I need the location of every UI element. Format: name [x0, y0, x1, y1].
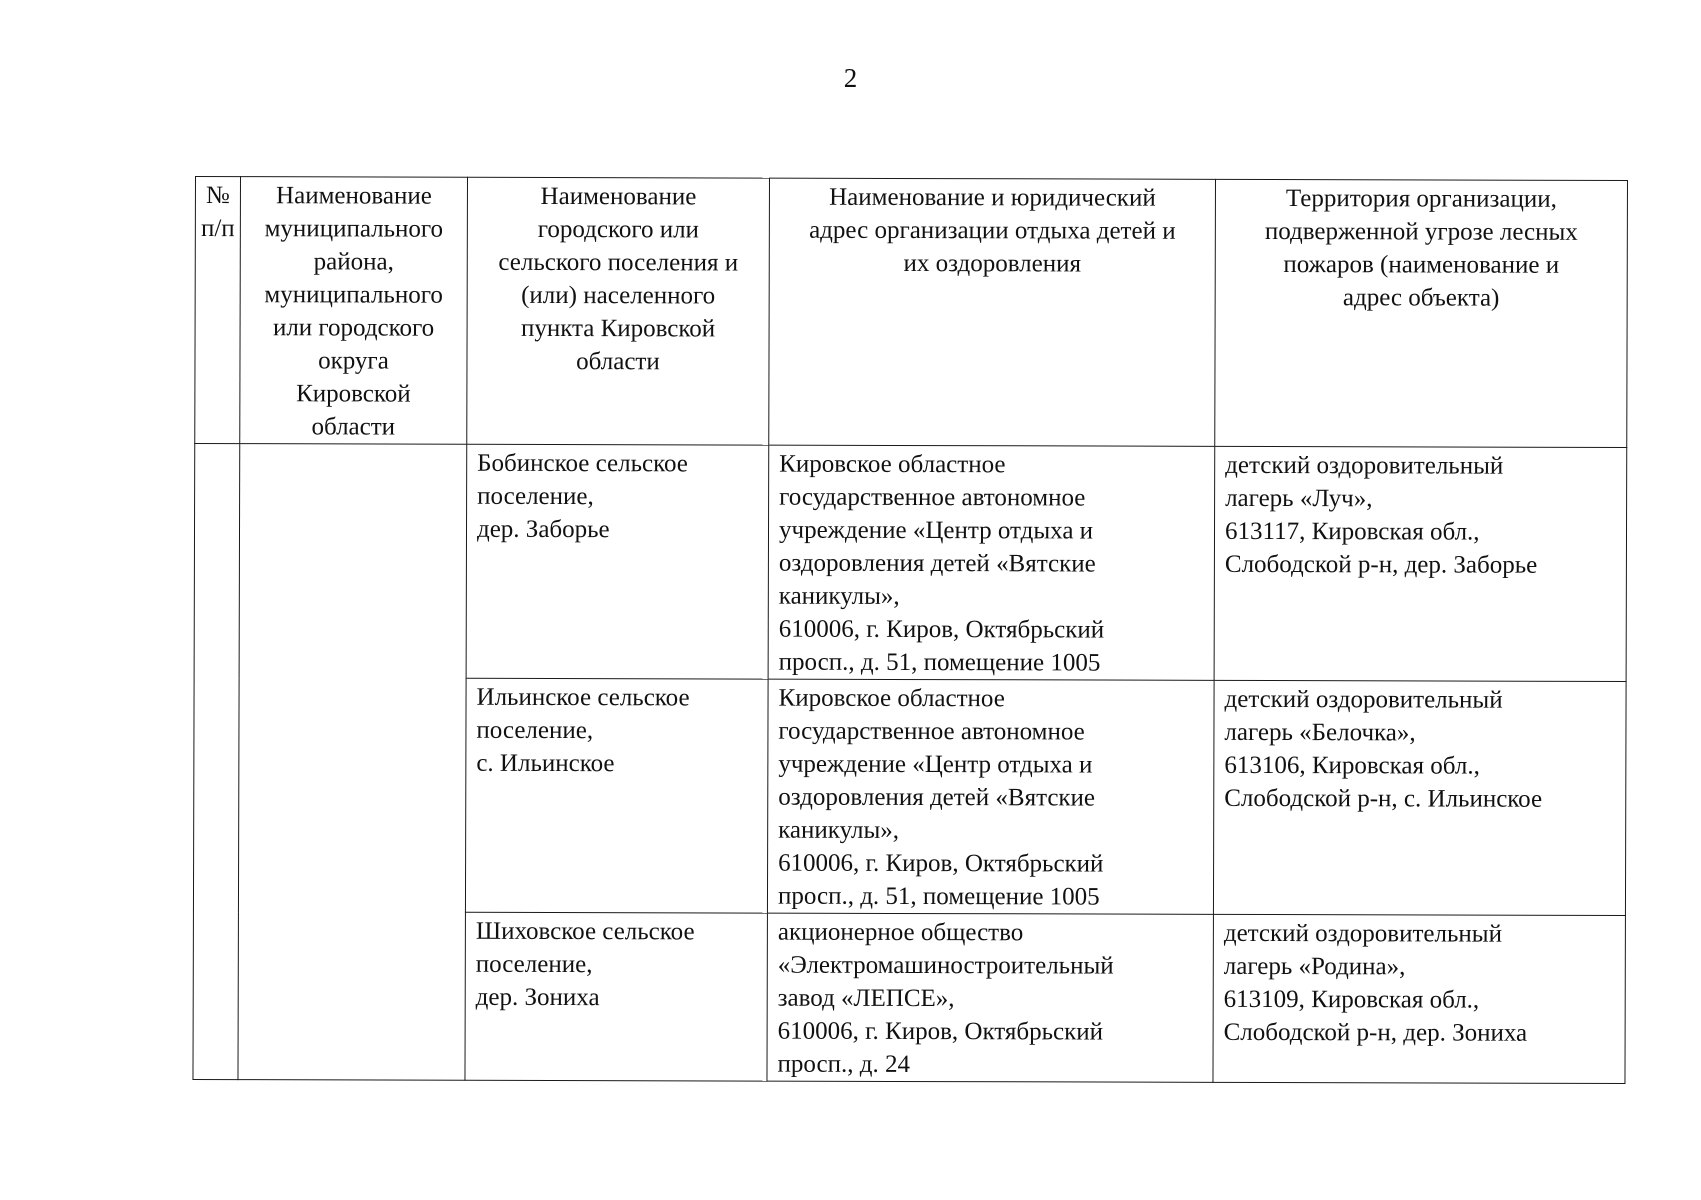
- cell-territory: [1213, 680, 1626, 915]
- cell-line: учреждение «Центр отдыха и: [778, 516, 1094, 545]
- header-settlement: [467, 177, 770, 445]
- cell-line: Слободской р-н, с. Ильинское: [1224, 784, 1543, 813]
- cell-line: каникулы»,: [778, 582, 900, 610]
- cell-line: городского или: [537, 215, 699, 244]
- header-territory: [1215, 179, 1628, 447]
- cell-line: или городского: [272, 314, 435, 342]
- cell-line: №: [205, 182, 230, 210]
- cell-line: муниципального: [264, 281, 443, 309]
- cell-line: Слободской р-н, дер. Заборье: [1224, 550, 1538, 579]
- cell-line: акционерное общество: [777, 918, 1024, 947]
- cell-line: подверженной угрозе лесных: [1264, 217, 1578, 246]
- header-district: [240, 177, 468, 445]
- cell-line: поселение,: [475, 950, 593, 979]
- cell-line: пункта Кировской: [520, 314, 716, 343]
- cell-line: детский оздоровительный: [1225, 451, 1504, 480]
- cell-line: каникулы»,: [778, 816, 900, 844]
- cell-line: области: [576, 348, 660, 376]
- cell-district: [238, 444, 467, 1081]
- cell-organization: [767, 679, 1214, 914]
- cell-line: округа: [318, 347, 389, 375]
- cell-line: лагерь «Белочка»,: [1224, 718, 1416, 747]
- cell-line: 613109, Кировская обл.,: [1223, 985, 1480, 1014]
- cell-territory: [1213, 914, 1625, 1083]
- cell-number: [193, 444, 240, 1080]
- cell-line: Наименование и юридический: [829, 183, 1156, 212]
- cell-settlement: [465, 912, 767, 1081]
- cell-line: пожаров (наименование и: [1283, 251, 1560, 279]
- cell-line: Наименование: [540, 182, 697, 211]
- cell-line: поселение,: [476, 716, 594, 745]
- cell-line: Кировское областное: [779, 450, 1006, 479]
- cell-territory: [1214, 446, 1627, 681]
- cell-settlement: [465, 678, 768, 913]
- cell-line: 610006, г. Киров, Октябрьский: [778, 615, 1105, 644]
- table-row: [194, 444, 1627, 682]
- header-number: [195, 177, 241, 444]
- cell-line: п/п: [200, 215, 235, 243]
- cell-line: 613117, Кировская обл.,: [1224, 517, 1480, 546]
- cell-line: дер. Заборье: [476, 515, 610, 544]
- cell-organization: [768, 445, 1215, 680]
- cell-line: адрес объекта): [1342, 284, 1500, 312]
- cell-line: оздоровления детей «Вятские: [778, 783, 1096, 812]
- cell-line: лагерь «Родина»,: [1223, 952, 1406, 981]
- cell-line: оздоровления детей «Вятские: [778, 549, 1096, 578]
- cell-line: области: [311, 413, 396, 441]
- cell-line: Ильинское сельское: [476, 683, 690, 712]
- page-number: 2: [843, 63, 858, 93]
- cell-line: сельского поселения и: [498, 248, 739, 277]
- cell-line: Кировской: [296, 380, 411, 408]
- cell-line: с. Ильинское: [476, 749, 615, 778]
- cell-line: детский оздоровительный: [1223, 919, 1503, 948]
- cell-settlement: [466, 444, 769, 679]
- cell-line: муниципального: [264, 215, 444, 243]
- cell-line: Шиховское сельское: [475, 917, 695, 946]
- cell-line: Слободской р-н, дер. Зониха: [1223, 1018, 1528, 1047]
- header-organization: [769, 178, 1216, 446]
- cell-line: дер. Зониха: [475, 983, 600, 1012]
- cell-line: 610006, г. Киров, Октябрьский: [778, 849, 1104, 878]
- cell-line: Наименование: [276, 182, 432, 210]
- cell-line: лагерь «Луч»,: [1225, 484, 1373, 513]
- cell-line: 610006, г. Киров, Октябрьский: [777, 1017, 1104, 1046]
- cell-line: учреждение «Центр отдыха и: [778, 750, 1093, 779]
- cell-line: их оздоровления: [903, 249, 1082, 278]
- cell-line: детский оздоровительный: [1224, 685, 1503, 714]
- cell-line: Территория организации,: [1285, 185, 1557, 213]
- cell-line: государственное автономное: [779, 483, 1086, 512]
- table-header-row: [195, 177, 1628, 448]
- cell-line: района,: [313, 248, 394, 276]
- cell-organization: [767, 913, 1213, 1082]
- cell-line: государственное автономное: [778, 717, 1085, 746]
- cell-line: просп., д. 51, помещение 1005: [778, 648, 1101, 677]
- cell-line: Бобинское сельское: [477, 449, 688, 478]
- cell-line: адрес организации отдыха детей и: [809, 216, 1176, 245]
- cell-line: поселение,: [477, 482, 594, 511]
- camps-table: [192, 176, 1628, 1084]
- cell-line: завод «ЛЕПСЕ»,: [777, 984, 955, 1013]
- cell-line: Кировское областное: [778, 684, 1005, 713]
- cell-line: просп., д. 51, помещение 1005: [777, 882, 1100, 911]
- cell-line: 613106, Кировская обл.,: [1224, 751, 1480, 780]
- cell-line: просп., д. 24: [777, 1050, 911, 1078]
- cell-line: «Электромашиностроительный: [777, 951, 1114, 980]
- cell-line: (или) населенного: [521, 281, 716, 310]
